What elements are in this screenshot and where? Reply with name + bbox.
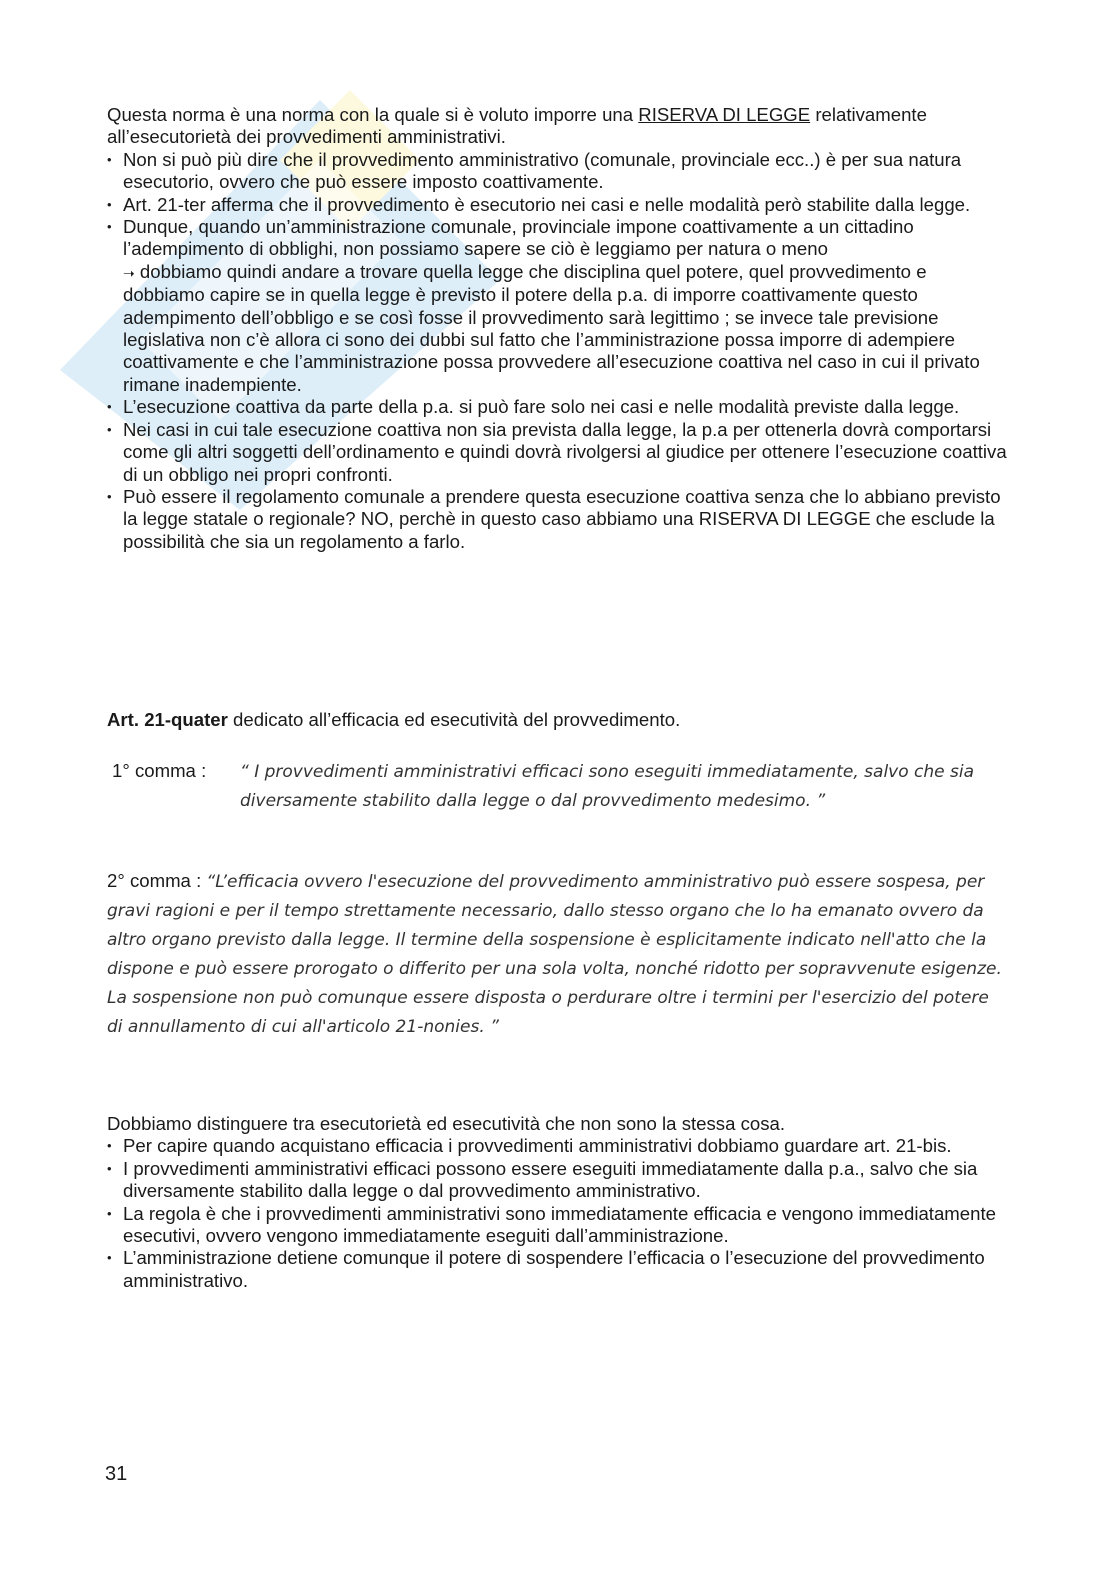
page-number: 31 bbox=[105, 1463, 128, 1485]
list-item: • Per capire quando acquistano efficacia i provvedimenti amministrativi dobbiamo guardare art. 21-bis. bbox=[107, 1135, 1007, 1157]
list-item-continuation: dobbiamo quindi andare a trovare quella legge che disciplina quel potere, quel provvedimento e dobbiamo capire se in quella legge è previsto il potere della p.a. di imporre coattivamente questo adempimento dell’obbligo e se così fosse il provvedimento sarà legittimo ; se invece tale previsione legislativa non c’è allora ci sono dei dubbi sul fatto che l’amministrazione possa imporre di adempiere coattivamente e che l’amministrazione possa provvedere all’esecuzione coattiva nel caso in cui il privato rimane inadempiente. bbox=[123, 260, 980, 395]
comma-2-paragraph bbox=[107, 867, 1007, 1041]
arrow-right-icon: ➝ bbox=[123, 264, 135, 281]
bullet-list-2 bbox=[107, 1135, 1007, 1292]
list-item: • Art. 21-ter afferma che il provvedimento è esecutorio nei casi e nelle modalità però stabilite dalla legge. bbox=[107, 194, 1007, 216]
section-heading bbox=[107, 709, 1007, 731]
comma-2-quote: “L’efficacia ovvero l'esecuzione del provvedimento amministrativo può essere sospesa, per gravi ragioni e per il tempo strettamente necessario, dallo stesso organo che lo ha emanato ovvero da altro organo previsto dalla legge. Il termine della sospensione è esplicitamente indicato nell'atto che la dispone e può essere prorogato o differito per una sola volta, nonché ridotto per sopravvenute esigenze. La sospensione non può comunque essere disposta o perdurare oltre i termini per l'esercizio del potere di annullamento di cui all'articolo 21-nonies. ” bbox=[107, 872, 1002, 1037]
intro-text-after: relativamente all’esecutorietà dei provvedimenti amministrativi. bbox=[107, 104, 927, 148]
list-item bbox=[107, 216, 1007, 396]
list-item: • L’esecuzione coattiva da parte della p.a. si può fare solo nei casi e nelle modalità previste dalla legge. bbox=[107, 396, 1007, 418]
comma-1-quote-line-2: diversamente stabilito dalla legge o dal provvedimento medesimo. ” bbox=[240, 791, 826, 811]
comma-2-label: 2° comma : bbox=[107, 870, 207, 891]
comma-1-quote-line-1: “ I provvedimenti amministrativi efficaci sono eseguiti immediatamente, salvo che sia bbox=[240, 762, 975, 782]
list-item: • Può essere il regolamento comunale a prendere questa esecuzione coattiva senza che lo abbiano previsto la legge statale o regionale? NO, perchè in questo caso abbiamo una RISERVA DI LEGGE che esclude la possibilità che sia un regolamento a farlo. bbox=[107, 486, 1007, 553]
list-item-text: Dunque, quando un’amministrazione comunale, provinciale impone coattivamente a un cittadino l’adempimento di obblighi, non possiamo sapere se ciò è leggiamo per natura o meno bbox=[123, 216, 914, 260]
list-item: • Nei casi in cui tale esecuzione coattiva non sia prevista dalla legge, la p.a per ottenerla dovrà comportarsi come gli altri soggetti dell’ordinamento e quindi dovrà rivolgersi al giudice per ottenere l’esecuzione coattiva di un obbligo nei propri confronti. bbox=[107, 419, 1007, 486]
comma-1-block bbox=[112, 757, 1012, 815]
heading-text: dedicato all’efficacia ed esecutività del provvedimento. bbox=[227, 709, 681, 730]
list-item: • Non si può più dire che il provvedimento amministrativo (comunale, provinciale ecc..) è per sua natura esecutorio, ovvero che può essere imposto coattivamente. bbox=[107, 149, 1007, 194]
section-esecutorieta-esecutivita bbox=[107, 1113, 1007, 1292]
bullet-list-1 bbox=[107, 149, 1007, 553]
list-item: • L’amministrazione detiene comunque il potere di sospendere l’efficacia o l’esecuzione del provvedimento amministrativo. bbox=[107, 1247, 1007, 1292]
intro-text-before: Questa norma è una norma con la quale si è voluto imporre una bbox=[107, 104, 639, 125]
article-reference: Art. 21-quater bbox=[107, 709, 228, 730]
list-item: • La regola è che i provvedimenti amministrativi sono immediatamente efficacia e vengono immediatamente esecutivi, ovvero vengono immediatamente eseguiti dall’amministrazione. bbox=[107, 1203, 1007, 1248]
section-riserva-di-legge bbox=[107, 104, 1007, 553]
comma-2-block bbox=[107, 867, 1007, 1041]
comma-1-label: 1° comma : bbox=[112, 760, 207, 781]
list-item: • I provvedimenti amministrativi efficaci possono essere eseguiti immediatamente dalla p.a., salvo che sia diversamente stabilito dalla legge o dal provvedimento amministrativo. bbox=[107, 1158, 1007, 1203]
riserva-di-legge-underlined: RISERVA DI LEGGE bbox=[638, 104, 811, 125]
intro-paragraph bbox=[107, 104, 1007, 149]
section-3-intro: Dobbiamo distinguere tra esecutorietà ed esecutività che non sono la stessa cosa. bbox=[107, 1113, 786, 1134]
section-art-21-quater bbox=[107, 709, 1007, 731]
